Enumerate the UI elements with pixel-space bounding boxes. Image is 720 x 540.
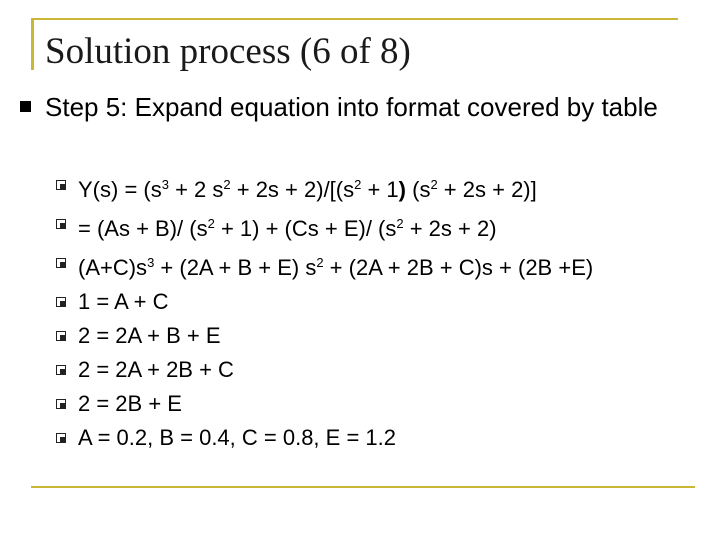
superscript: 3 (147, 255, 155, 270)
title-top-rule (31, 18, 678, 20)
superscript: 2 (223, 177, 231, 192)
equation-text: A = 0.2, B = 0.4, C = 0.8, E = 1.2 (78, 425, 396, 450)
superscript: 2 (316, 255, 324, 270)
bottom-rule (31, 486, 695, 488)
sub-bullet-item (56, 207, 706, 246)
square-bullet-icon (20, 101, 31, 112)
sub-bullet-item (56, 421, 706, 455)
equation-text: 2 = 2B + E (78, 391, 182, 416)
equation-text: + 2s + 2) (403, 216, 497, 241)
superscript: 2 (207, 216, 215, 231)
equation-text: (s (406, 177, 431, 202)
equation-text: + (2A + 2B + C)s + (2B +E) (323, 255, 594, 280)
equation-text: + 2s + 2)/[(s (230, 177, 355, 202)
shadowed-square-bullet-icon (56, 297, 66, 307)
superscript: 2 (396, 216, 404, 231)
sub-bullet-item (56, 387, 706, 421)
shadowed-square-bullet-icon (56, 258, 66, 268)
equation-text: 1 = A + C (78, 289, 169, 314)
sub-bullet-item (56, 353, 706, 387)
shadowed-square-bullet-icon (56, 180, 66, 190)
sub-bullet-item (56, 168, 706, 207)
shadowed-square-bullet-icon (56, 331, 66, 341)
sub-bullet-item (56, 285, 706, 319)
equation-text: + 1) + (Cs + E)/ (s (214, 216, 397, 241)
shadowed-square-bullet-icon (56, 365, 66, 375)
equation-text: 2 = 2A + 2B + C (78, 357, 234, 382)
superscript: 2 (354, 177, 362, 192)
equation-text: (A+C)s (78, 255, 148, 280)
superscript: 3 (161, 177, 169, 192)
main-bullet-text: Step 5: Expand equation into format covered by table (45, 92, 658, 122)
equation-text: + 1 (361, 177, 399, 202)
equation-text: + 2 s (168, 177, 224, 202)
shadowed-square-bullet-icon (56, 433, 66, 443)
sub-bullet-item (56, 319, 706, 353)
equation-text: Y(s) = (s (78, 177, 162, 202)
sub-bullet-item (56, 246, 706, 285)
equation-text: = (As + B)/ (s (78, 216, 208, 241)
shadowed-square-bullet-icon (56, 399, 66, 409)
equation-text: 2 = 2A + B + E (78, 323, 221, 348)
equation-text: + 2s + 2)] (437, 177, 537, 202)
superscript: 2 (430, 177, 438, 192)
title-vertical-rule (31, 18, 34, 70)
equation-text: + (2A + B + E) s (154, 255, 317, 280)
slide-title: Solution process (6 of 8) (45, 31, 411, 72)
shadowed-square-bullet-icon (56, 219, 66, 229)
bold-paren: ) (398, 177, 406, 202)
sub-bullet-list (56, 168, 706, 455)
